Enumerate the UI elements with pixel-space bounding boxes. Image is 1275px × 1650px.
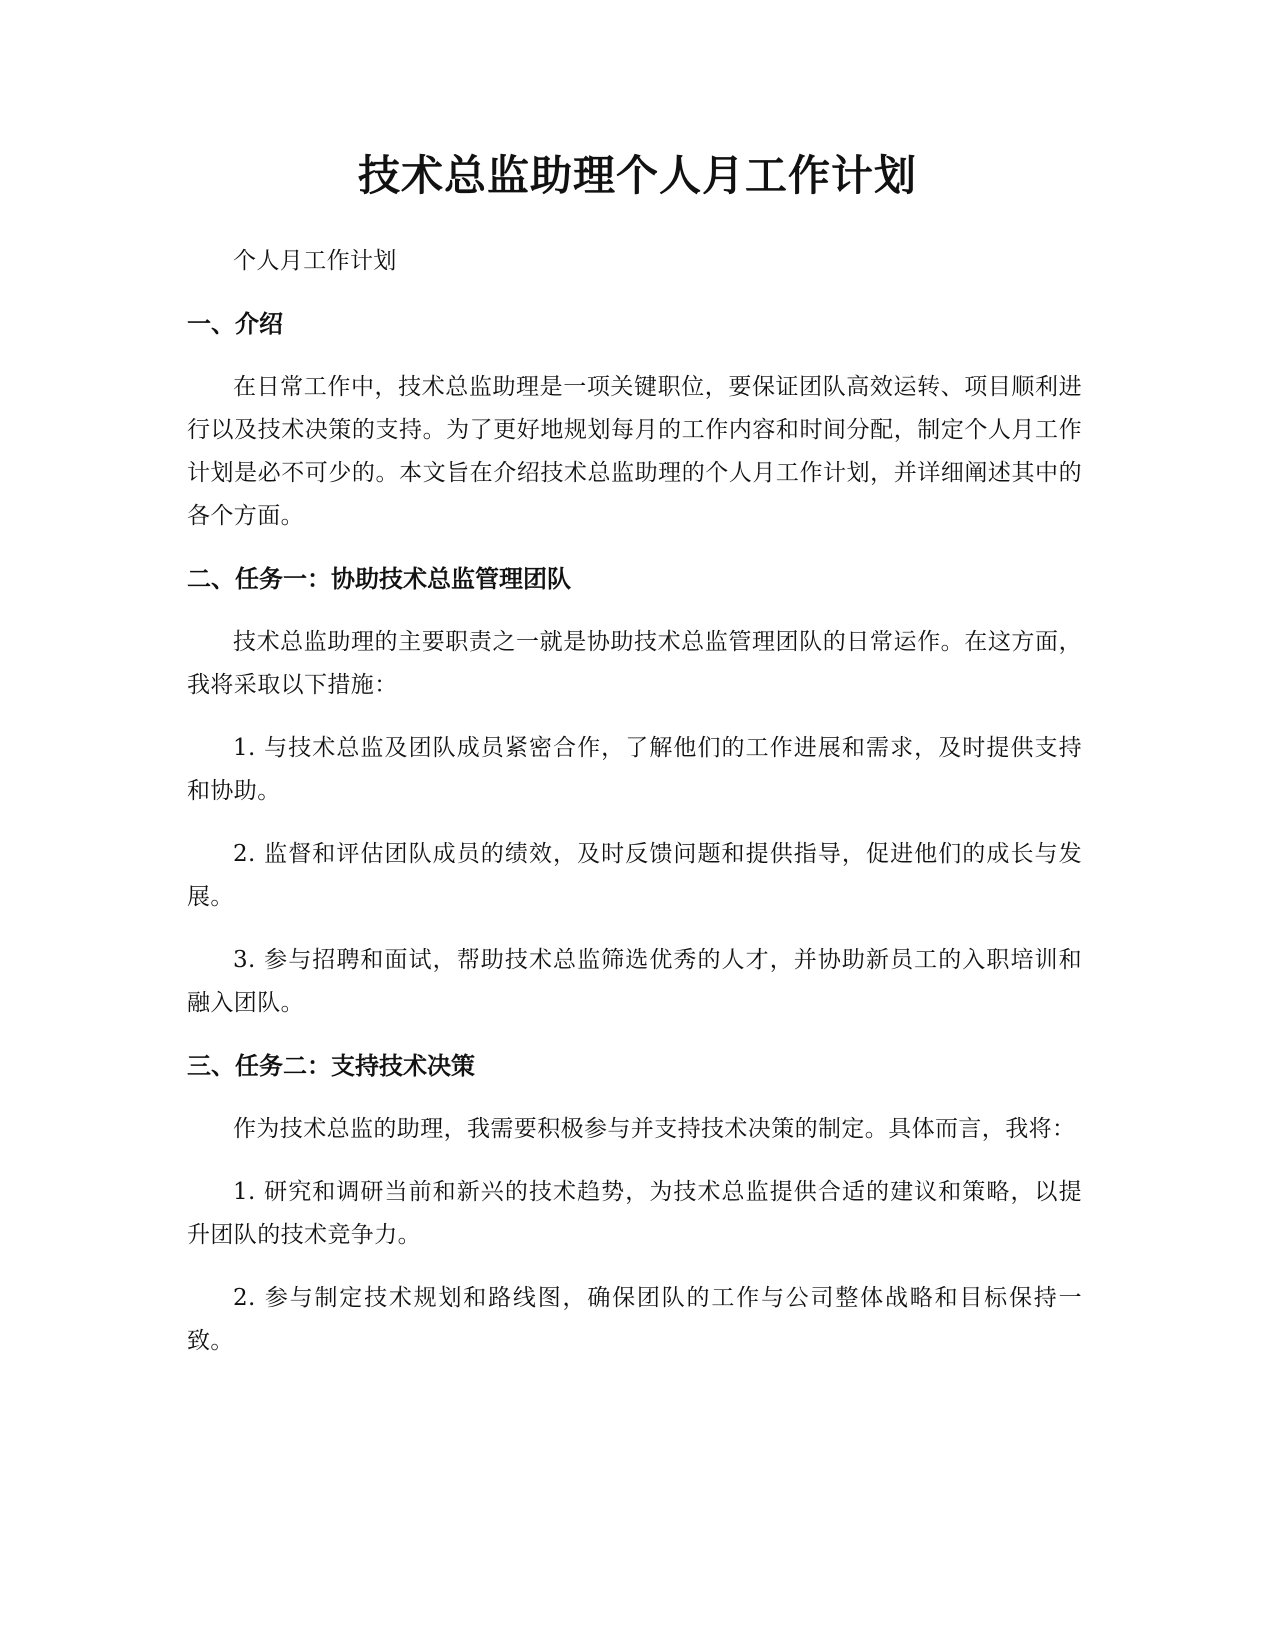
list-item: 2. 监督和评估团队成员的绩效，及时反馈问题和提供指导，促进他们的成长与发展。 (187, 841, 1082, 910)
document-title: 技术总监助理个人月工作计划 (357, 151, 917, 200)
list-item: 3. 参与招聘和面试，帮助技术总监筛选优秀的人才，并协助新员工的入职培训和融入团队。 (187, 947, 1082, 1016)
list-item: 1. 研究和调研当前和新兴的技术趋势，为技术总监提供合适的建议和策略，以提升团队的技术竞争力。 (187, 1179, 1082, 1248)
section-heading-task-two: 三、任务二：支持技术决策 (187, 1052, 475, 1080)
paragraph: 在日常工作中，技术总监助理是一项关键职位，要保证团队高效运转、项目顺利进行以及技术决策的支持。为了更好地规划每月的工作内容和时间分配，制定个人月工作计划是必不可少的。本文旨在介绍技术总监助理的个人月工作计划，并详细阐述其中的各个方面。 (187, 374, 1082, 529)
section-heading-intro: 一、介绍 (187, 310, 283, 338)
list-item: 1. 与技术总监及团队成员紧密合作，了解他们的工作进展和需求，及时提供支持和协助。 (187, 735, 1082, 804)
document-body (187, 240, 1082, 1363)
paragraph: 作为技术总监的助理，我需要积极参与并支持技术决策的制定。具体而言，我将： (233, 1116, 1076, 1142)
paragraph: 技术总监助理的主要职责之一就是协助技术总监管理团队的日常运作。在这方面，我将采取以下措施： (187, 629, 1082, 698)
document-subtitle: 个人月工作计划 (233, 248, 397, 274)
section-heading-task-one: 二、任务一：协助技术总监管理团队 (187, 565, 571, 593)
list-item: 2. 参与制定技术规划和路线图，确保团队的工作与公司整体战略和目标保持一致。 (187, 1285, 1082, 1354)
